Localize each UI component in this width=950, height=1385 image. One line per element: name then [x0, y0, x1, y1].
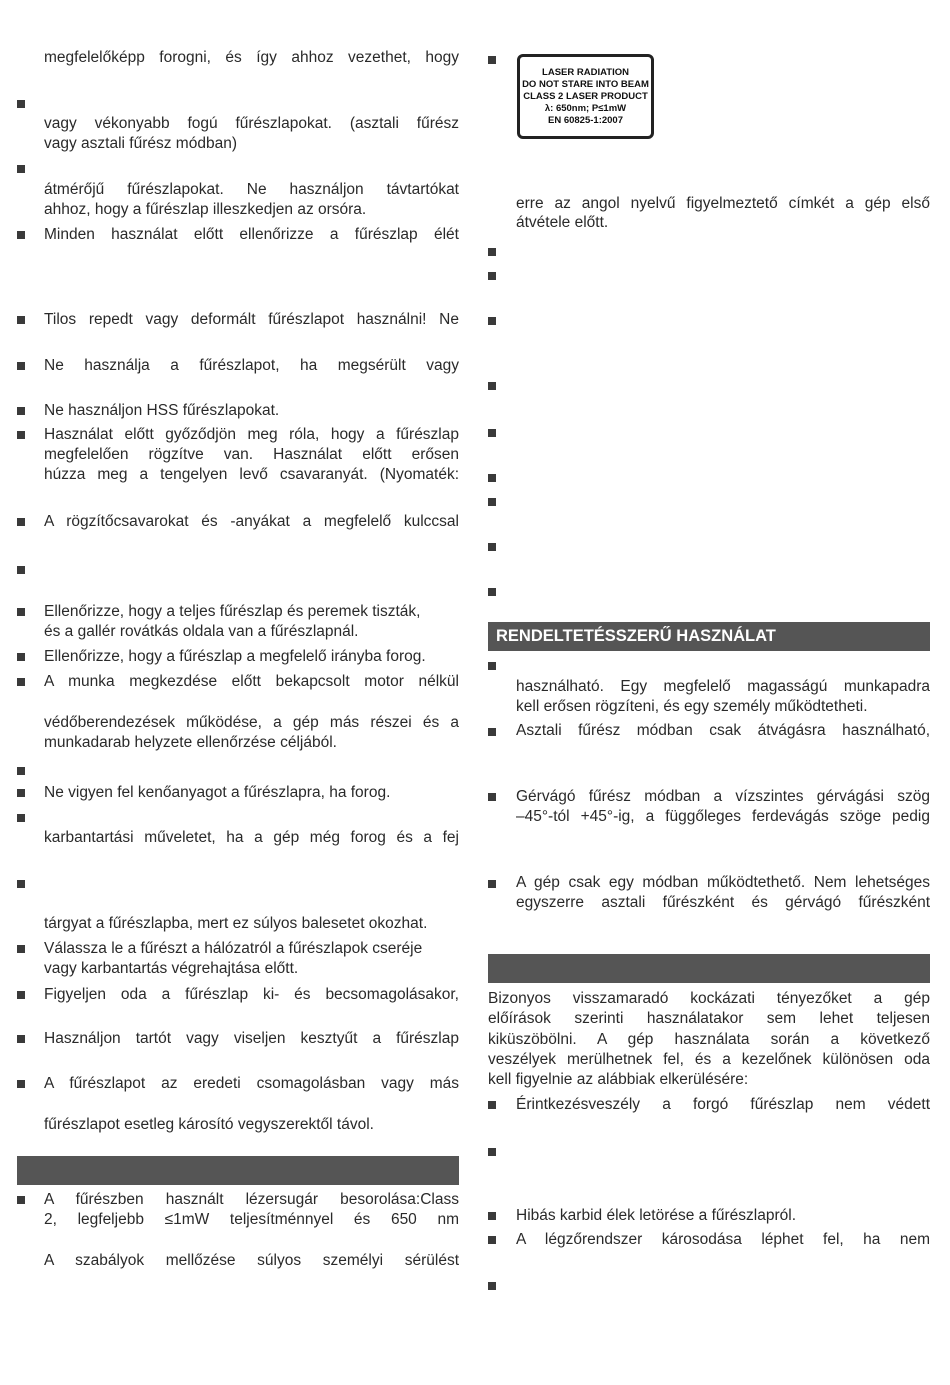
bullet-icon: [488, 56, 496, 64]
bullet-icon: [17, 518, 25, 526]
bullet-icon: [488, 1236, 496, 1244]
bullet-icon: [17, 1196, 25, 1204]
bullet-icon: [488, 793, 496, 801]
text-line: A munka megkezdése előtt bekapcsolt motor nélkül: [44, 673, 459, 690]
bullet-icon: [488, 272, 496, 280]
text-line: előírások szerinti használatakor sem lehet teljesen: [488, 1010, 930, 1027]
bullet-icon: [17, 1035, 25, 1043]
bullet-icon: [488, 1212, 496, 1220]
text-line: Hibás karbid élek letörése a fűrészlapról.: [516, 1207, 796, 1224]
text-line: Használjon tartót vagy viseljen kesztyűt a fűrészlap: [44, 1030, 459, 1047]
bullet-icon: [17, 880, 25, 888]
laser-warning-label: [517, 54, 654, 139]
text-line: Minden használat előtt ellenőrizze a fűrészlap élét: [44, 226, 459, 243]
text-line: Tilos repedt vagy deformált fűrészlapot használni! Ne: [44, 311, 459, 328]
text-line: átmérőjű fűrészlapokat. Ne használjon távtartókat: [44, 181, 459, 198]
text-line: Ne használja a fűrészlapot, ha megsérült vagy: [44, 357, 459, 374]
text-line: A fűrészben használt lézersugár besorolása:Class: [44, 1191, 459, 1208]
text-line: védőberendezések működése, a gép más részei és a: [44, 714, 459, 731]
text-line: húzza meg a tengelyen levő csavaranyát. (Nyomaték:: [44, 466, 459, 483]
bullet-icon: [488, 248, 496, 256]
bullet-icon: [17, 789, 25, 797]
bullet-icon: [488, 728, 496, 736]
text-line: A légzőrendszer károsodása léphet fel, ha nem: [516, 1231, 930, 1248]
bullet-icon: [17, 566, 25, 574]
text-line: Ne vigyen fel kenőanyagot a fűrészlapra, ha forog.: [44, 784, 391, 801]
laser-label-line: CLASS 2 LASER PRODUCT: [523, 91, 648, 102]
text-line: Ne használjon HSS fűrészlapokat.: [44, 402, 280, 419]
laser-label-line: EN 60825-1:2007: [548, 115, 623, 126]
bullet-icon: [17, 231, 25, 239]
text-line: A gép csak egy módban működtethető. Nem lehetséges: [516, 874, 930, 891]
bullet-icon: [17, 653, 25, 661]
bullet-icon: [488, 1148, 496, 1156]
laser-label-line: DO NOT STARE INTO BEAM: [522, 79, 649, 90]
text-line: Bizonyos visszamaradó kockázati tényezőket a gép: [488, 990, 930, 1007]
section-heading-bar: [17, 1156, 459, 1185]
text-line: –45°-tól +45°-ig, a függőleges ferdevágás szöge pedig: [516, 808, 930, 825]
bullet-icon: [488, 662, 496, 670]
text-line: megfelelőképp forogni, és így ahhoz vezethet, hogy: [44, 49, 459, 66]
text-line: kell erősen rögzíteni, és egy személy működtetheti.: [516, 698, 868, 715]
bullet-icon: [17, 814, 25, 822]
text-line: A rögzítőcsavarokat és -anyákat a megfelelő kulccsal: [44, 513, 459, 530]
text-line: karbantartási műveletet, ha a gép még forog és a fej: [44, 829, 459, 846]
text-line: 2, legfeljebb ≤1mW teljesítménnyel és 650 nm: [44, 1211, 459, 1228]
text-line: munkadarab helyzete ellenőrzése céljából.: [44, 734, 337, 751]
text-line: egyszerre asztali fűrészként és gérvágó fűrészként: [516, 894, 930, 911]
bullet-icon: [17, 431, 25, 439]
bullet-icon: [17, 991, 25, 999]
bullet-icon: [488, 474, 496, 482]
text-line: Ellenőrizze, hogy a fűrészlap a megfelelő irányba forog.: [44, 648, 426, 665]
text-line: vagy karbantartás végrehajtása előtt.: [44, 960, 299, 977]
laser-label-line: λ: 650nm; P≤1mW: [544, 103, 627, 114]
bullet-icon: [17, 407, 25, 415]
text-line: Válassza le a fűrészt a hálózatról a fűrészlapok cseréje: [44, 940, 423, 957]
text-line: veszélyek merülhetnek fel, és a kezelőnek különösen oda: [488, 1051, 930, 1068]
bullet-icon: [17, 678, 25, 686]
text-line: Figyeljen oda a fűrészlap ki- és becsomagolásakor,: [44, 986, 459, 1003]
bullet-icon: [488, 1282, 496, 1290]
text-line: ahhoz, hogy a fűrészlap illeszkedjen az orsóra.: [44, 201, 367, 218]
section-heading-intended-use: RENDELTETÉSSZERŰ HASZNÁLAT: [488, 622, 930, 651]
laser-label-line: LASER RADIATION: [542, 67, 629, 78]
bullet-icon: [17, 1080, 25, 1088]
text-line: vagy vékonyabb fogú fűrészlapokat. (asztali fűrész: [44, 115, 459, 132]
bullet-icon: [17, 767, 25, 775]
text-line: és a gallér rovátkás oldala van a fűrészlapnál.: [44, 623, 359, 640]
bullet-icon: [17, 608, 25, 616]
bullet-icon: [488, 498, 496, 506]
bullet-icon: [17, 100, 25, 108]
bullet-icon: [17, 316, 25, 324]
bullet-icon: [17, 165, 25, 173]
bullet-icon: [17, 362, 25, 370]
text-line: Gérvágó fűrész módban a vízszintes gérvágási szög: [516, 788, 930, 805]
text-line: kell figyelnie az alábbiak elkerülésére:: [488, 1071, 749, 1088]
text-line: A szabályok mellőzése súlyos személyi sérülést: [44, 1252, 459, 1269]
text-line: kiküszöbölni. A gép használata során a következő: [488, 1031, 930, 1048]
bullet-icon: [488, 588, 496, 596]
bullet-icon: [488, 429, 496, 437]
text-line: Ellenőrizze, hogy a teljes fűrészlap és peremek tiszták,: [44, 603, 421, 620]
text-line: erre az angol nyelvű figyelmeztető címkét a gép első: [516, 195, 930, 212]
bullet-icon: [488, 382, 496, 390]
text-line: megfelelően rögzítve van. Használat előtt erősen: [44, 446, 459, 463]
text-line: A fűrészlapot az eredeti csomagolásban vagy más: [44, 1075, 459, 1092]
text-line: átvétele előtt.: [516, 214, 609, 231]
bullet-icon: [488, 1101, 496, 1109]
section-heading-bar: [488, 954, 930, 983]
bullet-icon: [17, 945, 25, 953]
bullet-icon: [488, 543, 496, 551]
bullet-icon: [488, 317, 496, 325]
text-line: Asztali fűrész módban csak átvágásra használható,: [516, 722, 930, 739]
text-line: tárgyat a fűrészlapba, mert ez súlyos balesetet okozhat.: [44, 915, 428, 932]
text-line: használható. Egy megfelelő magasságú munkapadra: [516, 678, 930, 695]
text-line: Használat előtt győződjön meg róla, hogy a fűrészlap: [44, 426, 459, 443]
text-line: fűrészlapot esetleg károsító vegyszerektől távol.: [44, 1116, 374, 1133]
text-line: Érintkezésveszély a forgó fűrészlap nem védett: [516, 1096, 930, 1113]
bullet-icon: [488, 880, 496, 888]
text-line: vagy asztali fűrész módban): [44, 135, 237, 152]
